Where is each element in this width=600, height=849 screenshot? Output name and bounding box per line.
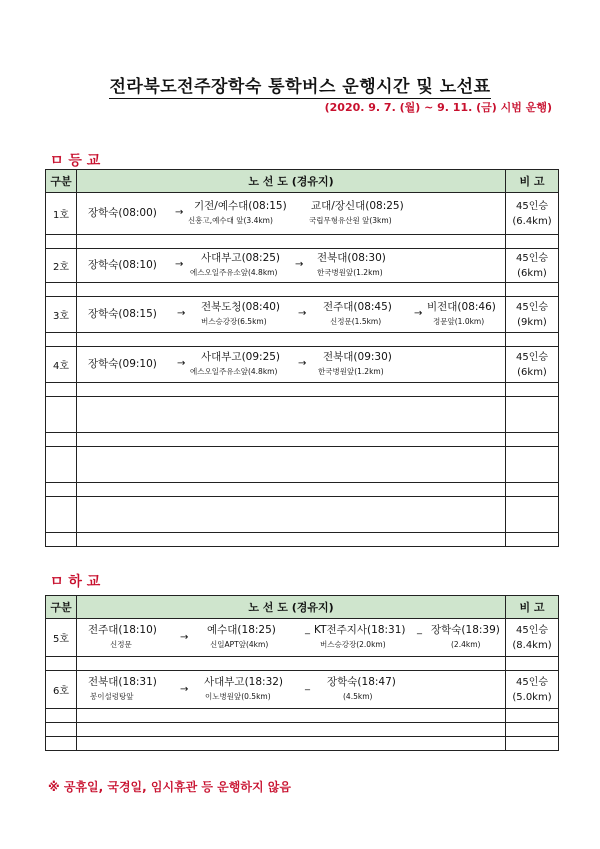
route-stop: 전북도청(08:40) (201, 301, 281, 313)
spacer-row (46, 483, 559, 497)
route-stop-detail: 신흥고,예수대 앞(3.4km) (188, 216, 273, 225)
route-cell (77, 193, 506, 235)
section-label-morning: ㅁ 등 교 (50, 153, 101, 169)
route-distance: (8.4km) (512, 639, 552, 651)
route-stop: 장학숙(18:47) (327, 676, 396, 688)
route-distance: (9km) (517, 316, 547, 328)
route-arrow: → (414, 308, 423, 319)
morning-schedule-table (45, 169, 559, 547)
bus-number: 5호 (46, 619, 77, 657)
evening-schedule-table (45, 595, 559, 751)
route-stop-detail: 에스오일주유소앞(4.8km) (190, 268, 278, 277)
route-start: 장학숙(09:10) (88, 358, 157, 370)
route-stop-detail: 버스승강장(2.0km) (320, 640, 386, 649)
route-stop: KT전주지사(18:31) (314, 624, 406, 636)
route-cell (77, 297, 506, 333)
bus-number: 3호 (46, 297, 77, 333)
bus-capacity: 45인승 (515, 252, 549, 264)
table-header-row (46, 596, 559, 619)
bus-capacity: 45인승 (515, 676, 549, 688)
route-stop: 사대부고(18:32) (204, 676, 284, 688)
route-stop-detail: (2.4km) (451, 640, 481, 649)
bus-number: 6호 (46, 671, 77, 709)
route-stop-detail: 신정문(1.5km) (330, 317, 382, 326)
note-cell (506, 249, 559, 283)
route-stop: 사대부고(09:25) (201, 351, 281, 363)
table-row (46, 193, 559, 235)
spacer-row (46, 235, 559, 249)
route-stop-detail: 한국병원앞(1.2km) (317, 268, 383, 277)
route-start-detail: 신정문 (110, 640, 132, 649)
route-arrow: → (175, 207, 184, 218)
document-title: 전라북도전주장학숙 통학버스 운행시간 및 노선표 (109, 77, 491, 97)
route-arrow: → (298, 358, 307, 369)
route-stop: 장학숙(18:39) (431, 624, 500, 636)
bus-capacity: 45인승 (515, 200, 549, 212)
note-cell (506, 671, 559, 709)
route-stop-detail: 국립무형유산원 앞(3km) (309, 216, 392, 225)
header-note: 비 고 (506, 170, 559, 193)
route-stop: 기전/예수대(08:15) (194, 200, 287, 212)
route-stop: 비전대(08:46) (427, 301, 496, 313)
route-cell (77, 249, 506, 283)
route-connector: _ (305, 680, 310, 691)
route-stop-detail: (4.5km) (343, 692, 373, 701)
header-no: 구분 (46, 170, 77, 193)
route-stop: 사대부고(08:25) (201, 252, 281, 264)
operation-period: (2020. 9. 7. (월) ~ 9. 11. (금) 시범 운행) (324, 101, 552, 114)
note-cell (506, 297, 559, 333)
table-row (46, 347, 559, 383)
route-stop: 예수대(18:25) (207, 624, 276, 636)
bus-capacity: 45인승 (515, 301, 549, 313)
route-stop-detail: 한국병원앞(1.2km) (318, 367, 384, 376)
empty-row (46, 497, 559, 533)
spacer-row (46, 383, 559, 397)
route-connector: _ (417, 624, 422, 635)
route-distance: (6.4km) (512, 215, 552, 227)
route-stop-detail: 에스오일주유소앞(4.8km) (190, 367, 278, 376)
route-cell (77, 671, 506, 709)
footnote: ※ 공휴일, 국경일, 임시휴관 등 운행하지 않음 (48, 780, 291, 794)
route-stop: 전북대(08:30) (317, 252, 386, 264)
table-row (46, 619, 559, 657)
route-arrow: → (175, 259, 184, 270)
note-cell (506, 347, 559, 383)
header-route: 노 선 도 (경유지) (77, 170, 506, 193)
route-arrow: → (295, 259, 304, 270)
route-arrow: → (177, 358, 186, 369)
route-stop-detail: 신일APT앞(4km) (210, 640, 269, 649)
route-connector: _ (305, 624, 310, 635)
route-stop: 교대/장신대(08:25) (311, 200, 404, 212)
header-no: 구분 (46, 596, 77, 619)
route-arrow: → (180, 632, 189, 643)
bus-number: 1호 (46, 193, 77, 235)
spacer-row (46, 533, 559, 547)
spacer-row (46, 737, 559, 751)
route-stop-detail: 정문앞(1.0km) (433, 317, 485, 326)
route-stop-detail: 버스승강장(6.5km) (201, 317, 267, 326)
table-row (46, 249, 559, 283)
route-start: 전북대(18:31) (88, 676, 157, 688)
route-cell (77, 619, 506, 657)
spacer-row (46, 433, 559, 447)
section-label-evening: ㅁ 하 교 (50, 574, 101, 590)
route-distance: (5.0km) (512, 691, 552, 703)
table-row (46, 671, 559, 709)
empty-row (46, 723, 559, 737)
route-distance: (6km) (517, 267, 547, 279)
bus-capacity: 45인승 (515, 624, 549, 636)
empty-row (46, 447, 559, 483)
bus-capacity: 45인승 (515, 351, 549, 363)
header-route: 노 선 도 (경유지) (77, 596, 506, 619)
note-cell (506, 193, 559, 235)
route-distance: (6km) (517, 366, 547, 378)
spacer-row (46, 333, 559, 347)
route-stop: 전주대(08:45) (323, 301, 392, 313)
spacer-row (46, 657, 559, 671)
bus-number: 4호 (46, 347, 77, 383)
route-arrow: → (298, 308, 307, 319)
route-cell (77, 347, 506, 383)
route-start: 장학숙(08:15) (88, 308, 157, 320)
spacer-row (46, 283, 559, 297)
spacer-row (46, 709, 559, 723)
table-row (46, 297, 559, 333)
route-stop-detail: 이노병원앞(0.5km) (205, 692, 271, 701)
route-start-detail: 봉이설렁탕앞 (90, 692, 134, 701)
header-note: 비 고 (506, 596, 559, 619)
route-stop: 전북대(09:30) (323, 351, 392, 363)
route-arrow: → (180, 684, 189, 695)
note-cell (506, 619, 559, 657)
bus-number: 2호 (46, 249, 77, 283)
table-header-row (46, 170, 559, 193)
route-arrow: → (177, 308, 186, 319)
route-start: 장학숙(08:10) (88, 259, 157, 271)
route-start: 전주대(18:10) (88, 624, 157, 636)
route-start: 장학숙(08:00) (88, 207, 157, 219)
empty-row (46, 397, 559, 433)
